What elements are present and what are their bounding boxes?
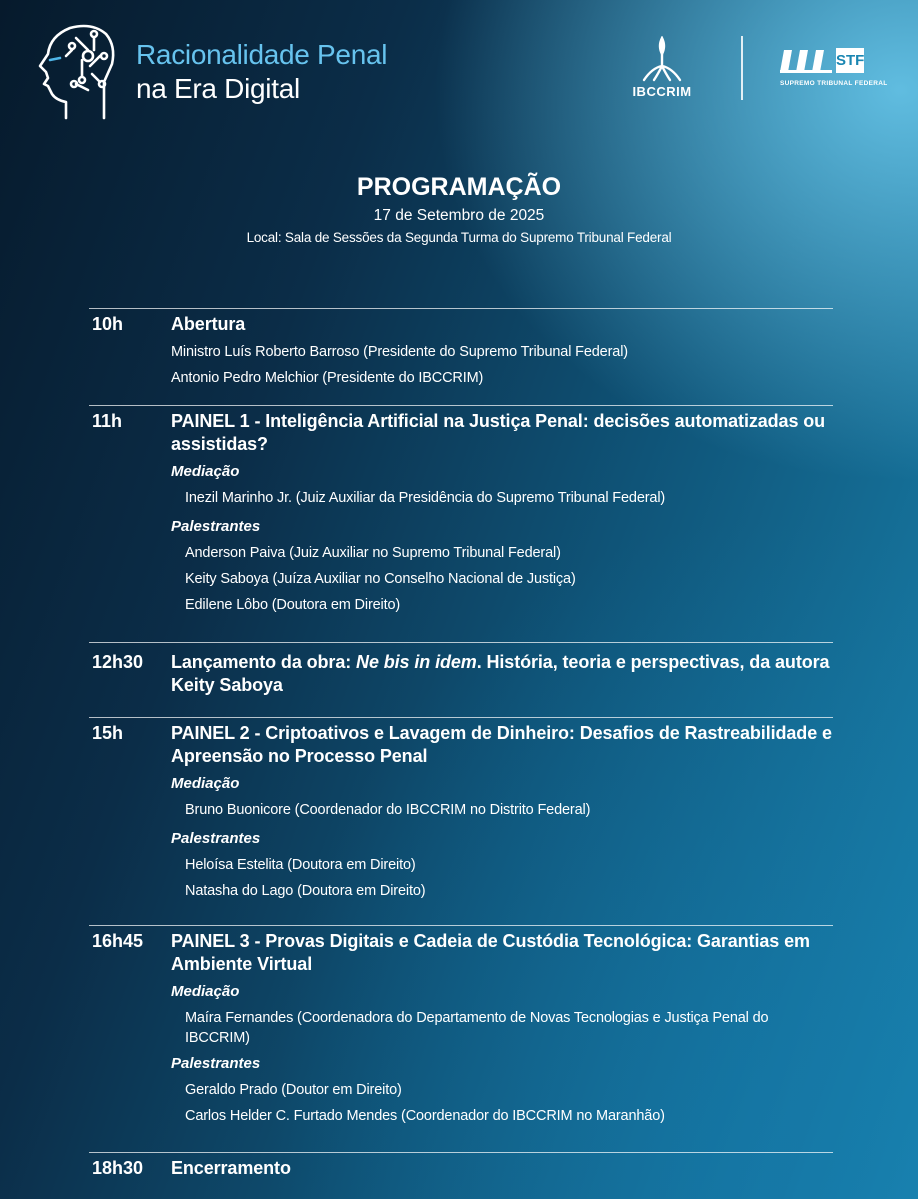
event-date: 17 de Setembro de 2025 bbox=[373, 207, 545, 224]
session-title: PAINEL 3 - Provas Digitais e Cadeia de Custódia Tecnológica: Garantias em Ambiente Virtual bbox=[171, 931, 810, 974]
schedule-item-painel-1 bbox=[89, 405, 833, 642]
schedule-item-lancamento bbox=[89, 642, 833, 717]
title-part: . História, teoria e perspectivas, da autora Keity Saboya bbox=[171, 652, 830, 695]
mediator: Inezil Marinho Jr. (Juiz Auxiliar da Presidência do Supremo Tribunal Federal) bbox=[185, 490, 666, 506]
session-title: Abertura bbox=[171, 314, 246, 334]
session-title: PAINEL 1 - Inteligência Artificial na Justiça Penal: decisões automatizadas ou assistidas? bbox=[171, 411, 826, 454]
time: 18h30 bbox=[92, 1158, 144, 1178]
event-title-line1: Racionalidade Penal bbox=[136, 39, 388, 70]
speaker: Keity Saboya (Juíza Auxiliar no Conselho Nacional de Justiça) bbox=[185, 571, 576, 587]
schedule-item-abertura bbox=[89, 308, 833, 405]
stf-logo bbox=[780, 48, 888, 88]
speaker: Antonio Pedro Melchior (Presidente do IBCCRIM) bbox=[171, 370, 484, 386]
speaker: Anderson Paiva (Juiz Auxiliar no Supremo Tribunal Federal) bbox=[185, 545, 561, 561]
time: 11h bbox=[92, 411, 123, 431]
ai-head-logo bbox=[36, 20, 118, 124]
header bbox=[0, 0, 918, 150]
stf-columns-icon bbox=[780, 48, 834, 74]
speaker: Natasha do Lago (Doutora em Direito) bbox=[185, 883, 426, 899]
time: 15h bbox=[92, 723, 124, 743]
schedule-item-painel-3 bbox=[89, 925, 833, 1152]
ibccrim-mark-icon bbox=[640, 36, 684, 82]
program-header bbox=[0, 170, 918, 249]
time: 10h bbox=[92, 314, 124, 334]
mediation-label: Mediação bbox=[171, 463, 240, 480]
speaker: Edilene Lôbo (Doutora em Direito) bbox=[185, 597, 401, 613]
speaker: Ministro Luís Roberto Barroso (Presidente do Supremo Tribunal Federal) bbox=[171, 344, 628, 360]
stf-mark: STF bbox=[836, 48, 864, 73]
ibccrim-name: IBCCRIM bbox=[632, 84, 692, 99]
logo-divider bbox=[741, 36, 743, 100]
stf-name: SUPREMO TRIBUNAL FEDERAL bbox=[780, 80, 888, 87]
schedule-item-painel-2 bbox=[89, 717, 833, 925]
schedule-item-encerramento bbox=[89, 1152, 833, 1193]
ibccrim-logo bbox=[620, 36, 704, 104]
session-title bbox=[171, 651, 833, 697]
speakers-label: Palestrantes bbox=[171, 518, 261, 535]
session-title: Encerramento bbox=[171, 1158, 291, 1178]
speakers-label: Palestrantes bbox=[171, 1055, 261, 1072]
title-part: Lançamento da obra: bbox=[171, 652, 357, 672]
book-title: Ne bis in idem bbox=[356, 652, 477, 672]
event-title-line2: na Era Digital bbox=[136, 73, 300, 104]
schedule bbox=[89, 308, 833, 1193]
mediation-label: Mediação bbox=[171, 775, 240, 792]
speaker: Geraldo Prado (Doutor em Direito) bbox=[185, 1082, 402, 1098]
mediator: Maíra Fernandes (Coordenadora do Departamento de Novas Tecnologias e Justiça Penal do IBCCRIM) bbox=[185, 1010, 769, 1046]
time: 16h45 bbox=[92, 931, 144, 951]
speakers-label: Palestrantes bbox=[171, 830, 261, 847]
event-location: Local: Sala de Sessões da Segunda Turma do Supremo Tribunal Federal bbox=[246, 230, 672, 245]
event-title bbox=[136, 38, 387, 106]
session-title: PAINEL 2 - Criptoativos e Lavagem de Dinheiro: Desafios de Rastreabilidade e Apreensão no Processo Penal bbox=[171, 723, 832, 766]
speaker: Carlos Helder C. Furtado Mendes (Coordenador do IBCCRIM no Maranhão) bbox=[185, 1108, 665, 1124]
speaker: Heloísa Estelita (Doutora em Direito) bbox=[185, 857, 416, 873]
mediation-label: Mediação bbox=[171, 983, 240, 1000]
mediator: Bruno Buonicore (Coordenador do IBCCRIM no Distrito Federal) bbox=[185, 802, 591, 818]
program-title: PROGRAMAÇÃO bbox=[356, 173, 562, 201]
time: 12h30 bbox=[92, 652, 144, 672]
